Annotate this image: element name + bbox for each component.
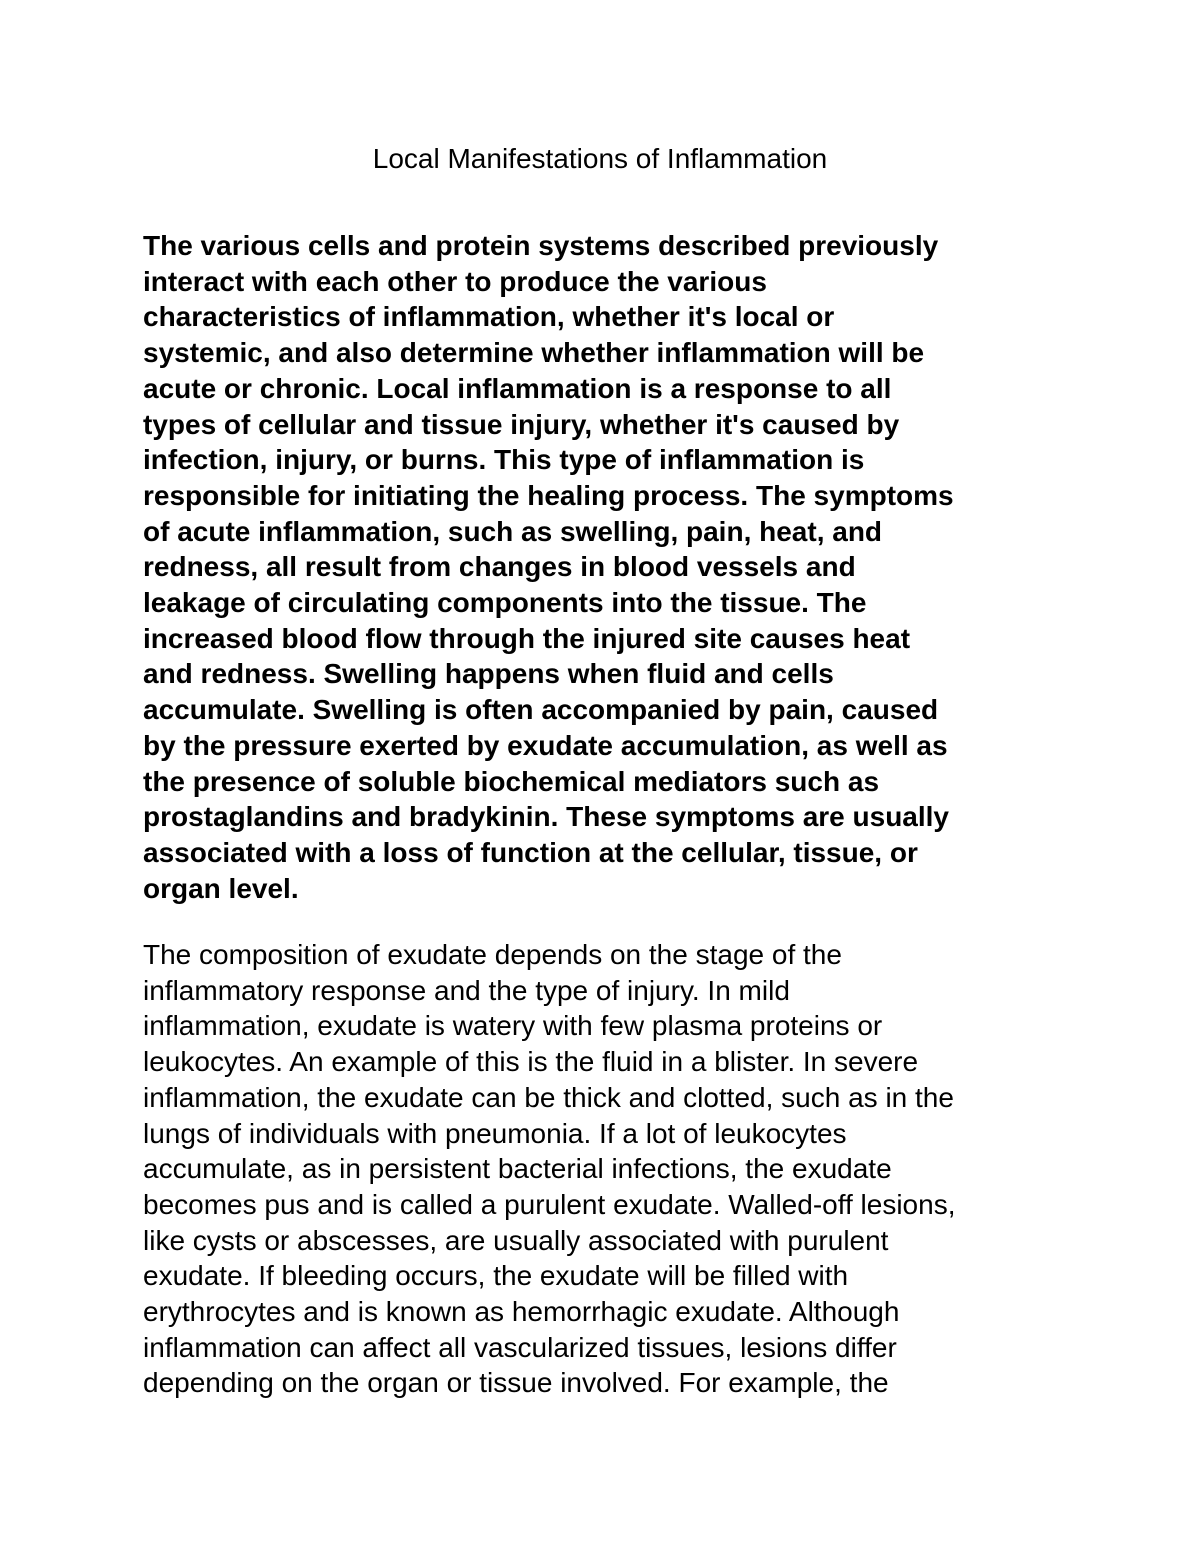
paragraph-line: leakage of circulating components into the tissue. The [143, 587, 867, 619]
paragraph-line: exudate. If bleeding occurs, the exudate will be filled with [143, 1260, 849, 1292]
paragraph-line: redness, all result from changes in blood vessels and [143, 551, 856, 583]
paragraph-line: accumulate, as in persistent bacterial infections, the exudate [143, 1153, 892, 1185]
paragraph-line: erythrocytes and is known as hemorrhagic exudate. Although [143, 1296, 900, 1328]
paragraph-line: acute or chronic. Local inflammation is a response to all [143, 372, 892, 404]
paragraph-line: infection, injury, or burns. This type of inflammation is [143, 444, 865, 476]
paragraph-line: inflammation, the exudate can be thick and clotted, such as in the [143, 1081, 954, 1113]
paragraph-line: lungs of individuals with pneumonia. If a lot of leukocytes [143, 1117, 847, 1149]
paragraph-line: depending on the organ or tissue involved. For example, the [143, 1367, 889, 1399]
paragraph-line: the presence of soluble biochemical mediators such as [143, 765, 880, 797]
paragraph-line: characteristics of inflammation, whether it's local or [143, 301, 835, 333]
paragraph-line: leukocytes. An example of this is the fluid in a blister. In severe [143, 1046, 919, 1078]
paragraph-2 [143, 937, 1073, 1401]
paragraph-line: The composition of exudate depends on the stage of the [143, 939, 842, 970]
document-title: Local Manifestations of Inflammation [372, 143, 828, 174]
paragraph-line: accumulate. Swelling is often accompanied by pain, caused [143, 694, 939, 726]
paragraph-line: interact with each other to produce the various [143, 265, 767, 297]
paragraph-line: prostaglandins and bradykinin. These symptoms are usually [143, 801, 949, 833]
paragraph-line: inflammation can affect all vascularized tissues, lesions differ [143, 1331, 897, 1363]
paragraph-line: types of cellular and tissue injury, whether it's caused by [143, 408, 900, 440]
paragraph-line: responsible for initiating the healing process. The symptoms [143, 479, 954, 511]
paragraph-line: becomes pus and is called a purulent exudate. Walled-off lesions, [143, 1188, 956, 1220]
paragraph-line: increased blood flow through the injured site causes heat [143, 622, 911, 654]
paragraph-1 [143, 228, 1073, 906]
paragraph-line: associated with a loss of function at the cellular, tissue, or [143, 836, 918, 868]
paragraph-line: like cysts or abscesses, are usually associated with purulent [143, 1224, 889, 1256]
paragraph-line: of acute inflammation, such as swelling, pain, heat, and [143, 515, 883, 547]
paragraph-line: by the pressure exerted by exudate accumulation, as well as [143, 729, 948, 761]
paragraph-line: inflammatory response and the type of injury. In mild [143, 974, 790, 1006]
paragraph-line: and redness. Swelling happens when fluid and cells [143, 658, 834, 690]
paragraph-line: organ level. [143, 872, 299, 904]
paragraph-line: inflammation, exudate is watery with few plasma proteins or [143, 1010, 883, 1042]
paragraph-line: The various cells and protein systems described previously [143, 230, 939, 261]
paragraph-line: systemic, and also determine whether inflammation will be [143, 337, 925, 369]
